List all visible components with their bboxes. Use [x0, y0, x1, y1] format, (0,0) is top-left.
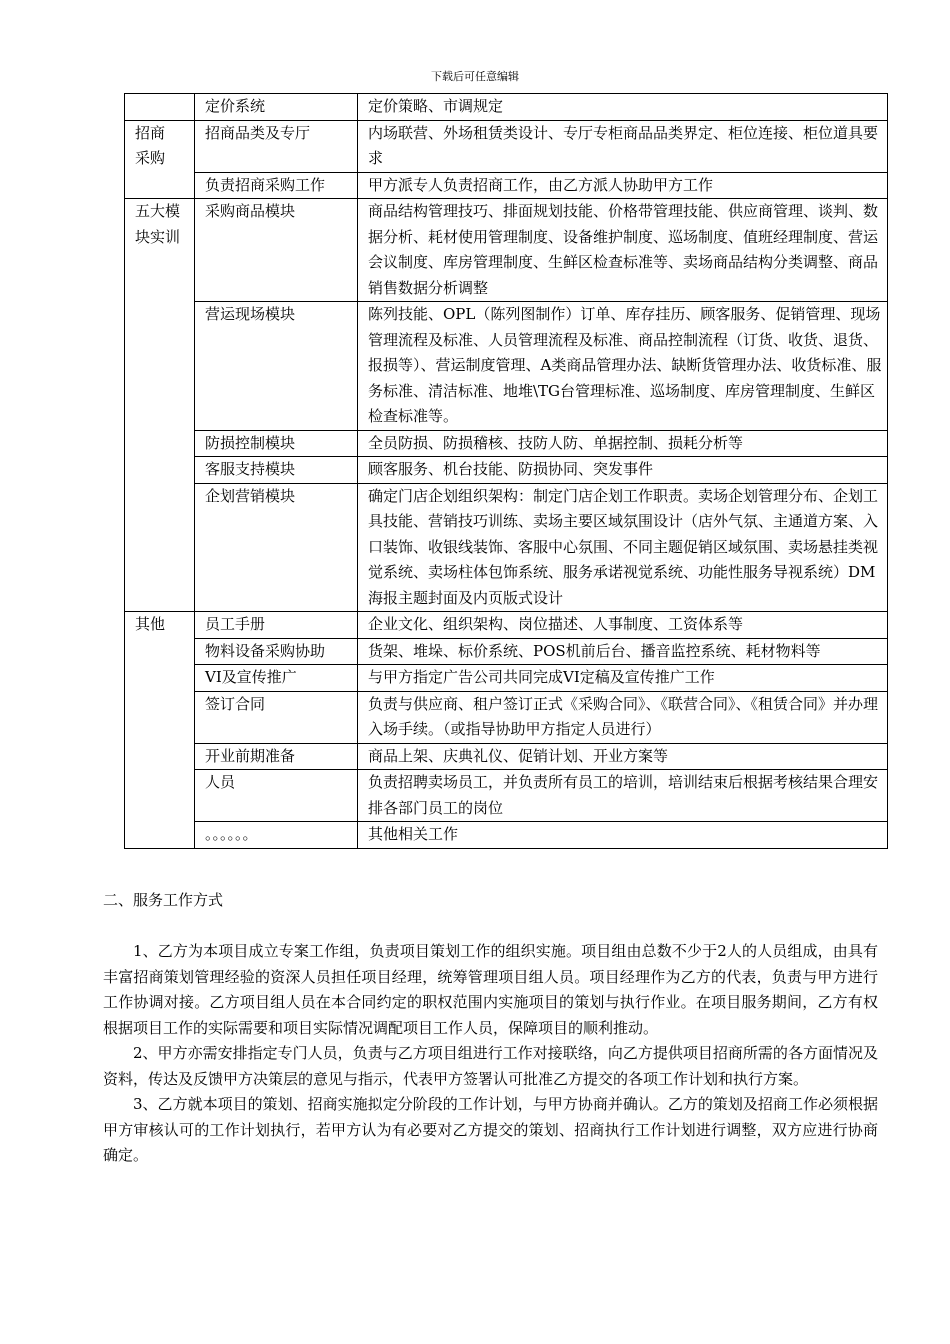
paragraph: 3、乙方就本项目的策划、招商实施拟定分阶段的工作计划，与甲方协商并确认。乙方的策划及招商工作必须根据甲方审核认可的工作计划执行，若甲方认为有必要对乙方提交的策划、招商执行工作计划进行调整，双方应进行协商确定。 [103, 1095, 878, 1164]
item-cell: 签订合同 [195, 691, 358, 743]
paragraph: 2、甲方亦需安排指定专门人员，负责与乙方项目组进行工作对接联络，向乙方提供项目招商所需的各方面情况及资料，传达及反馈甲方决策层的意见与指示，代表甲方签署认可批准乙方提交的各项工作计划和执行方案。 [103, 1044, 878, 1088]
content-cell: 甲方派专人负责招商工作，由乙方派人协助甲方工作 [358, 172, 888, 199]
item-cell: 营运现场模块 [195, 302, 358, 431]
item-cell: 物料设备采购协助 [195, 638, 358, 665]
content-cell: 内场联营、外场租赁类设计、专厅专柜商品品类界定、柜位连接、柜位道具要求 [358, 120, 888, 172]
item-cell: 客服支持模块 [195, 457, 358, 484]
section-title: 二、服务工作方式 [103, 891, 224, 909]
body-paragraphs [103, 939, 878, 1169]
table-row [125, 172, 888, 199]
table-row [125, 457, 888, 484]
item-cell: 负责招商采购工作 [195, 172, 358, 199]
content-cell: 货架、堆垛、标价系统、POS机前后台、播音监控系统、耗材物料等 [358, 638, 888, 665]
page-header-note: 下载后可任意编辑 [431, 70, 519, 83]
content-cell: 全员防损、防损稽核、技防人防、单据控制、损耗分析等 [358, 430, 888, 457]
item-cell: 员工手册 [195, 612, 358, 639]
table-row [125, 665, 888, 692]
group-cell-five-modules [125, 199, 195, 612]
content-cell: 定价策略、市调规定 [358, 94, 888, 121]
table-row [125, 302, 888, 431]
table-row [125, 94, 888, 121]
content-cell: 商品上架、庆典礼仪、促销计划、开业方案等 [358, 743, 888, 770]
item-cell: 开业前期准备 [195, 743, 358, 770]
item-cell: 防损控制模块 [195, 430, 358, 457]
table-row [125, 612, 888, 639]
item-cell: VI及宣传推广 [195, 665, 358, 692]
table-row [125, 770, 888, 822]
item-cell: 。。。。。。 [195, 822, 358, 849]
group-label: 其他 [135, 615, 166, 633]
content-cell: 与甲方指定广告公司共同完成VI定稿及宣传推广工作 [358, 665, 888, 692]
item-cell: 采购商品模块 [195, 199, 358, 302]
table-row [125, 430, 888, 457]
content-cell: 顾客服务、机台技能、防损协同、突发事件 [358, 457, 888, 484]
group-label: 五大模 块实训 [135, 202, 181, 246]
group-cell-other [125, 612, 195, 849]
content-cell: 商品结构管理技巧、排面规划技能、价格带管理技能、供应商管理、谈判、数据分析、耗材使用管理制度、设备维护制度、巡场制度、值班经理制度、营运会议制度、库房管理制度、生鲜区检查标准等、卖场商品结构分类调整、商品销售数据分析调整 [358, 199, 888, 302]
content-cell: 企业文化、组织架构、岗位描述、人事制度、工资体系等 [358, 612, 888, 639]
table-row [125, 199, 888, 302]
item-cell: 人员 [195, 770, 358, 822]
table-row [125, 822, 888, 849]
content-cell: 陈列技能、OPL（陈列图制作）订单、库存挂历、顾客服务、促销管理、现场管理流程及标准、人员管理流程及标准、商品控制流程（订货、收货、退货、报损等）、营运制度管理、A类商品管理办法、缺断货管理办法、收货标准、服务标准、清洁标准、地堆\TG台管理标准、巡场制度、库房管理制度、生鲜区检查标准等。 [358, 302, 888, 431]
table-row [125, 638, 888, 665]
content-cell: 负责招聘卖场员工，并负责所有员工的培训，培训结束后根据考核结果合理安排各部门员工的岗位 [358, 770, 888, 822]
content-cell: 确定门店企划组织架构：制定门店企划工作职责。卖场企划管理分布、企划工具技能、营销技巧训练、卖场主要区域氛围设计（店外气氛、主通道方案、入口装饰、收银线装饰、客服中心氛围、不同主题促销区域氛围、卖场悬挂类视觉系统、卖场柱体包饰系统、服务承诺视觉系统、功能性服务导视系统）DM海报主题封面及内页版式设计 [358, 483, 888, 612]
item-cell: 定价系统 [195, 94, 358, 121]
group-cell [125, 94, 195, 121]
service-content-table [124, 93, 888, 849]
content-cell: 负责与供应商、租户签订正式《采购合同》、《联营合同》、《租赁合同》并办理入场手续。（或指导协助甲方指定人员进行） [358, 691, 888, 743]
item-cell: 企划营销模块 [195, 483, 358, 612]
group-label: 招商 采购 [135, 123, 166, 167]
table-row [125, 483, 888, 612]
content-cell: 其他相关工作 [358, 822, 888, 849]
paragraph: 1、乙方为本项目成立专案工作组，负责项目策划工作的组织实施。项目组由总数不少于2人的人员组成，由具有丰富招商策划管理经验的资深人员担任项目经理，统筹管理项目组人员。项目经理作为乙方的代表，负责与甲方进行工作协调对接。乙方项目组人员在本合同约定的职权范围内实施项目的策划与执行作业。在项目服务期间，乙方有权根据项目工作的实际需要和项目实际情况调配项目工作人员，保障项目的顺利推动。 [103, 942, 878, 1037]
table-row [125, 691, 888, 743]
table-row [125, 120, 888, 172]
item-cell: 招商品类及专厅 [195, 120, 358, 172]
table-row [125, 743, 888, 770]
group-cell-recruit-procure [125, 120, 195, 199]
